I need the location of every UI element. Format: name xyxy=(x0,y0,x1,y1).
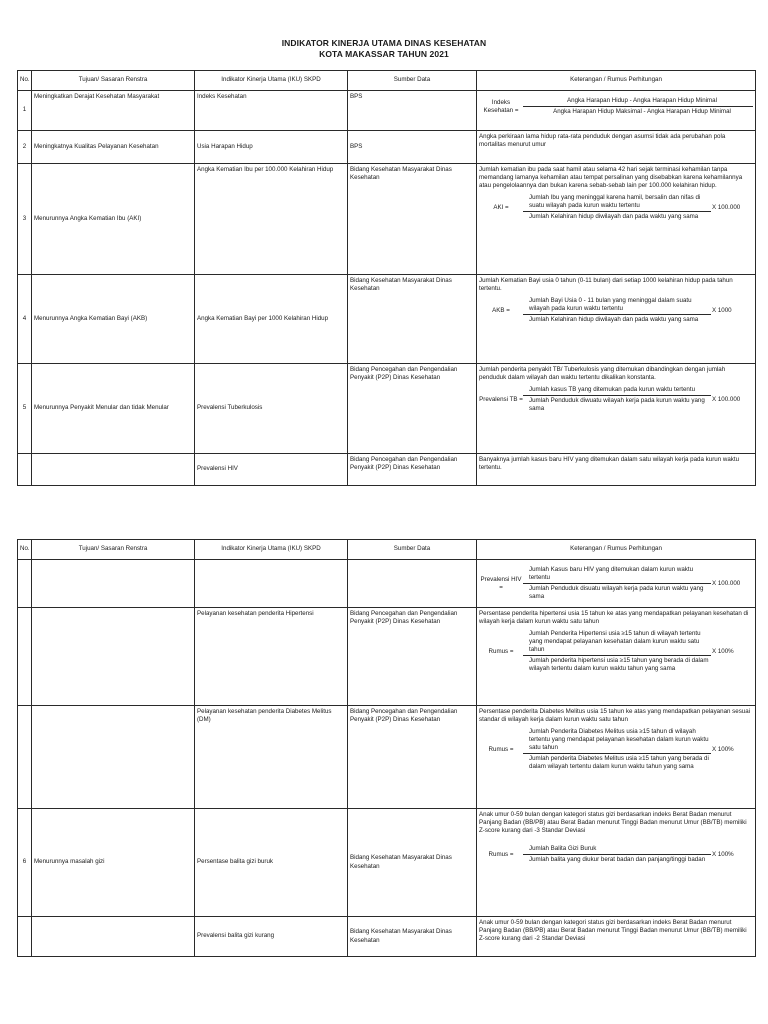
row-no: 4 xyxy=(18,275,32,364)
row-sumber: BPS xyxy=(348,131,477,164)
formula-denominator: Jumlah penderita hipertensi usia ≥15 tahun yang berada di dalam wilayah tertentu dalam kurun waktu tahun yang sama xyxy=(529,657,709,673)
formula-multiplier: X 100% xyxy=(712,745,734,753)
row-sumber xyxy=(348,560,477,608)
formula-denominator: Jumlah penderita Diabetes Melitus usia ≥15 tahun yang berada di dalam wilayah tertentu dalam kurun waktu tahun yang sama xyxy=(529,755,709,771)
row-keterangan xyxy=(477,809,756,917)
row-keterangan: Angka perkiraan lama hidup rata-rata penduduk dengan asumsi tidak ada perubahan pola mortalitas menurut umur xyxy=(477,131,756,164)
formula-label: Rumus = xyxy=(488,850,514,858)
row-keterangan-text: Anak umur 0-59 bulan dengan kategori status gizi berdasarkan indeks Berat Badan menurut Panjang Badan (BB/PB) atau Berat Badan menurut Tinggi Badan menurut Umur (BB/TB) memiliki Z-score kurang dari -3 Standar Deviasi xyxy=(479,811,747,835)
table-row xyxy=(18,275,756,364)
row-keterangan-text: Jumlah kematian ibu pada saat hamil atau selama 42 hari sejak terminasi kehamilan tanpa memandang lamanya kehamilan atau tempat persalinan yang disebabkan karena kehamilannya atau pengelolaannya dan bukan karena sebab-sebab lain per 100.000 kelahiran hidup. xyxy=(479,166,743,190)
formula-numerator: Angka Harapan Hidup - Angka Harapan Hidup Minimal xyxy=(523,97,753,107)
row-no: 6 xyxy=(18,809,32,917)
row-sumber: Bidang Pencegahan dan Pengendalian Penyakit (P2P) Dinas Kesehatan xyxy=(348,608,477,706)
iku-table-page1 xyxy=(17,70,756,486)
formula-numerator: Jumlah Kasus baru HIV yang ditemukan dalam kurun waktu tertentu xyxy=(529,566,694,582)
row-sumber: Bidang Kesehatan Masyarakat Dinas Kesehatan xyxy=(348,917,477,957)
row-no xyxy=(18,454,32,486)
row-indikator: Indeks Kesehatan xyxy=(195,91,348,131)
col-header-sumber: Sumber Data xyxy=(348,540,477,560)
row-keterangan: Banyaknya jumlah kasus baru HIV yang ditemukan dalam satu wilayah kerja pada kurun waktu tertentu. xyxy=(477,454,756,486)
col-header-indikator: Indikator Kinerja Utama (IKU) SKPD xyxy=(195,71,348,91)
row-keterangan-text: Jumlah penderita penyakit TB/ Tuberkulosis yang ditemukan dibandingkan dengan jumlah penduduk dalam wilayah dan waktu tertentu dikalikan konstanta. xyxy=(479,366,726,382)
row-keterangan-text: Jumlah Kematian Bayi usia 0 tahun (0-11 bulan) dari setiap 1000 kelahiran hidup pada tahun tertentu. xyxy=(479,277,733,293)
formula-label: Rumus = xyxy=(488,745,514,753)
row-keterangan: Anak umur 0-59 bulan dengan kategori status gizi berdasarkan indeks Berat Badan menurut Panjang Badan (BB/PB) atau Berat Badan menurut Tinggi Badan menurut Umur (BB/TB) memiliki Z-score kurang dari -2 Standar Deviasi xyxy=(477,917,756,957)
table-header-row xyxy=(18,71,756,91)
iku-table-page2 xyxy=(17,539,756,957)
row-no: 1 xyxy=(18,91,32,131)
formula-denominator: Jumlah Kelahiran hidup diwilayah dan pada waktu yang sama xyxy=(529,213,699,221)
row-sumber: Bidang Pencegahan dan Pengendalian Penyakit (P2P) Dinas Kesehatan xyxy=(348,706,477,809)
row-tujuan: Meningkatkan Derajat Kesehatan Masyarakat xyxy=(32,91,195,131)
formula xyxy=(479,97,753,116)
row-no: 5 xyxy=(18,364,32,454)
formula-label: Indeks Kesehatan = xyxy=(483,98,519,114)
document-title-line1: INDIKATOR KINERJA UTAMA DINAS KESEHATAN xyxy=(281,38,487,48)
row-indikator: Angka Kematian Bayi per 1000 Kelahiran Hidup xyxy=(195,275,348,364)
row-indikator: Prevalensi balita gizi kurang xyxy=(195,917,348,957)
row-keterangan xyxy=(477,164,756,275)
formula-label: Prevalensi TB = xyxy=(479,395,523,403)
formula-numerator: Jumlah Bayi Usia 0 - 11 bulan yang meninggal dalam suatu wilayah pada kurun waktu tertentu xyxy=(529,297,692,313)
formula-denominator: Angka Harapan Hidup Maksimal - Angka Harapan Hidup Minimal xyxy=(553,108,731,116)
row-no xyxy=(18,706,32,809)
row-no xyxy=(18,917,32,957)
row-indikator: Pelayanan kesehatan penderita Diabetes Melitus (DM) xyxy=(195,706,348,809)
col-header-keterangan: Keterangan / Rumus Perhitungan xyxy=(477,71,756,91)
row-tujuan xyxy=(32,560,195,608)
formula-denominator: Jumlah Penduduk diwuatu wilayah kerja pada kurun waktu yang sama xyxy=(529,397,705,413)
table-row xyxy=(18,91,756,131)
row-keterangan xyxy=(477,364,756,454)
table-row xyxy=(18,164,756,275)
row-sumber: Bidang Pencegahan dan Pengendalian Penyakit (P2P) Dinas Kesehatan xyxy=(348,454,477,486)
col-header-keterangan: Keterangan / Rumus Perhitungan xyxy=(477,540,756,560)
row-tujuan xyxy=(32,454,195,486)
formula xyxy=(479,566,753,601)
formula-denominator: Jumlah balita yang diukur berat badan dan panjang/tinggi badan xyxy=(529,856,706,864)
col-header-no: No. xyxy=(18,71,32,91)
formula-denominator: Jumlah Penduduk disuatu wilayah kerja pada kurun waktu yang sama xyxy=(529,585,704,601)
row-keterangan xyxy=(477,560,756,608)
row-indikator: Prevalensi Tuberkulosis xyxy=(195,364,348,454)
row-sumber: Bidang Pencegahan dan Pengendalian Penyakit (P2P) Dinas Kesehatan xyxy=(348,364,477,454)
row-tujuan: Menurunnya Angka Kematian Bayi (AKB) xyxy=(32,275,195,364)
formula xyxy=(479,194,753,221)
row-keterangan xyxy=(477,608,756,706)
formula-label: Prevalensi HIV = xyxy=(480,575,522,591)
row-keterangan-text: Persentase penderita hipertensi usia 15 tahun ke atas yang mendapatkan pelayanan kesehatan di wilayah kerja dalam kurun waktu satu tahun xyxy=(479,610,749,626)
row-indikator: Usia Harapan Hidup xyxy=(195,131,348,164)
row-sumber: Bidang Kesehatan Masyarakat Dinas Kesehatan xyxy=(348,275,477,364)
row-indikator: Angka Kematian Ibu per 100.000 Kelahiran Hidup xyxy=(195,164,348,275)
formula-multiplier: X 1000 xyxy=(712,306,732,314)
row-indikator: Pelayanan kesehatan penderita Hipertensi xyxy=(195,608,348,706)
formula xyxy=(479,845,753,864)
row-indikator: Prevalensi HIV xyxy=(195,454,348,486)
table-row xyxy=(18,364,756,454)
formula-numerator: Jumlah kasus TB yang ditemukan pada kurun waktu tertentu xyxy=(529,386,696,394)
row-sumber: Bidang Kesehatan Masyarakat Dinas Kesehatan xyxy=(348,164,477,275)
table-header-row xyxy=(18,540,756,560)
table-row xyxy=(18,560,756,608)
formula-denominator: Jumlah Kelahiran hidup diwilayah dan pada waktu yang sama xyxy=(529,316,699,324)
row-tujuan: Meningkatnya Kualitas Pelayanan Kesehatan xyxy=(32,131,195,164)
formula-multiplier: X 100.000 xyxy=(712,203,741,211)
table-row xyxy=(18,809,756,917)
row-sumber: Bidang Kesehatan Masyarakat Dinas Kesehatan xyxy=(348,809,477,917)
table-row xyxy=(18,131,756,164)
table-row xyxy=(18,706,756,809)
row-tujuan: Menurunnya masalah gizi xyxy=(32,809,195,917)
row-keterangan xyxy=(477,706,756,809)
col-header-no: No. xyxy=(18,540,32,560)
table-row xyxy=(18,454,756,486)
formula-numerator: Jumlah Penderita Hipertensi usia ≥15 tahun di wilayah tertentu yang mendapat pelayanan kesehatan dalam kurun waktu satu tahun xyxy=(529,630,701,654)
formula-numerator: Jumlah Penderita Diabetes Melitus usia ≥15 tahun di wilayah tertentu yang mendapat pelayanan kesehatan dalam kurun waktu satu tahun xyxy=(529,728,709,752)
formula-label: Rumus = xyxy=(488,647,514,655)
formula xyxy=(479,630,753,673)
row-keterangan xyxy=(477,91,756,131)
col-header-indikator: Indikator Kinerja Utama (IKU) SKPD xyxy=(195,540,348,560)
row-no: 3 xyxy=(18,164,32,275)
formula xyxy=(479,386,753,413)
formula xyxy=(479,297,753,324)
row-keterangan-text: Persentase penderita Diabetes Melitus usia 15 tahun ke atas yang mendapatkan pelayanan sesuai standar di wilayah kerja dalam kurun waktu satu tahun xyxy=(479,708,751,724)
formula-label: AKB = xyxy=(492,306,510,314)
formula-multiplier: X 100.000 xyxy=(712,395,741,403)
formula-multiplier: X 100% xyxy=(712,850,734,858)
row-sumber: BPS xyxy=(348,91,477,131)
formula-numerator: Jumlah Ibu yang meninggal karena hamil, bersalin dan nifas di suatu wilayah pada kurun waktu tertentu xyxy=(529,194,701,210)
col-header-sumber: Sumber Data xyxy=(348,71,477,91)
row-no xyxy=(18,560,32,608)
formula-multiplier: X 100% xyxy=(712,647,734,655)
row-no: 2 xyxy=(18,131,32,164)
row-tujuan xyxy=(32,706,195,809)
table-row xyxy=(18,608,756,706)
col-header-tujuan: Tujuan/ Sasaran Renstra xyxy=(32,71,195,91)
document-title-line2: KOTA MAKASSAR TAHUN 2021 xyxy=(319,49,449,59)
row-indikator: Persentase balita gizi buruk xyxy=(195,809,348,917)
row-tujuan xyxy=(32,917,195,957)
table-row xyxy=(18,917,756,957)
row-indikator xyxy=(195,560,348,608)
row-tujuan: Menurunnya Angka Kematian Ibu (AKI) xyxy=(32,164,195,275)
row-no xyxy=(18,608,32,706)
formula xyxy=(479,728,753,771)
formula-label: AKI = xyxy=(493,203,509,211)
formula-multiplier: X 100.000 xyxy=(712,579,741,587)
row-tujuan: Menurunnya Penyakit Menular dan tidak Menular xyxy=(32,364,195,454)
row-keterangan xyxy=(477,275,756,364)
col-header-tujuan: Tujuan/ Sasaran Renstra xyxy=(32,540,195,560)
row-tujuan xyxy=(32,608,195,706)
formula-numerator: Jumlah Balita Gizi Buruk xyxy=(529,845,597,853)
